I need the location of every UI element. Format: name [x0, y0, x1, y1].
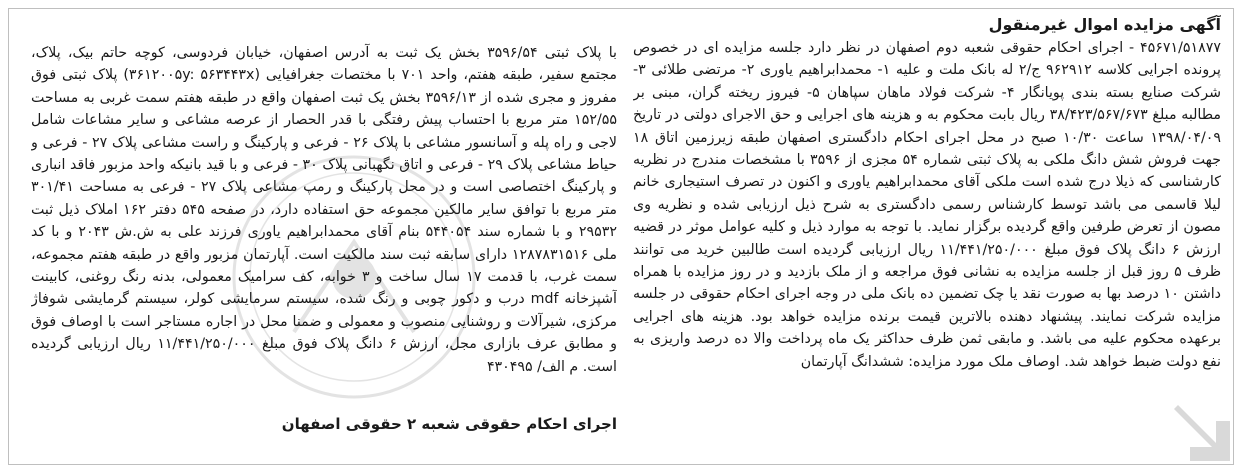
- notice-signature: اجرای احکام حقوقی شعبه ۲ حقوقی اصفهان: [281, 415, 617, 433]
- arrow-down-right-icon[interactable]: [1168, 383, 1234, 463]
- left-column: [31, 9, 617, 464]
- auction-notice: [8, 8, 1234, 465]
- right-column-body: ۴۵۶۷۱/۵۱۸۷۷ - اجرای احکام حقوقی شعبه دوم اصفهان در نظر دارد جلسه مزایده ای در خصوص پرونده اجرایی کلاسه ۹۶۲۹۱۲ ج/۲ له بانک ملت و علیه ۱- محمدابراهیم یاوری ۲- مرتضی طلائی ۳- شرکت صنایع بسته بندی پویانگار ۴- شرکت فولاد ماهان سپاهان ۵- فیروز ریخته گران، مبنی بر مطالبه مبلغ ۳۸/۴۲۳/۵۶۷/۶۷۳ ریال بابت محکوم به و هزینه های اجرایی و حق الاجرای دولتی در تاریخ ۱۳۹۸/۰۴/۰۹ ساعت ۱۰/۳۰ صبح در محل اجرای احکام دادگستری اصفهان طبقه زیرزمین اتاق ۱۸ جهت فروش شش دانگ ملکی به پلاک ثبتی شماره ۵۴ مجزی از ۳۵۹۶ با مشخصات مندرج در نظریه کارشناسی که ذیلا درج شده است ملکی آقای محمدابراهیم یاوری و اکنون در تصرف استیجاری خانم لیلا قاسمی می باشد توسط کارشناس رسمی دادگستری به شرح ذیل ارزیابی شده و نظریه وی مصون از تعرض طرفین واقع گردیده برگزار نماید. با توجه به موارد ذیل و کلیه عوامل موثر در قضیه ارزش ۶ دانگ پلاک فوق مبلغ ۱۱/۴۴۱/۲۵۰/۰۰۰ ریال ارزیابی گردیده است طالبین خرید می توانند ظرف ۵ روز قبل از جلسه مزایده به نشانی فوق مراجعه و از ملک بازدید و در روز مزایده با همراه داشتن ۱۰ درصد بها به صورت نقد یا چک تضمین ده بانک ملی در وجه اجرای احکام حقوقی در جلسه مزایده شرکت نمایند. پیشنهاد دهنده بالاترین قیمت برنده مزایده خواهد بود. هزینه های اجرایی برعهده محکوم علیه می باشد. و مابقی ثمن ظرف حداکثر یک ماه پرداخت والا ده درصد واریزی به نفع دولت ضبط خواهد شد. اوصاف ملک مورد مزایده: ششدانگ آپارتمان: [633, 40, 1221, 370]
- notice-title: آگهی مزایده اموال غیرمنقول: [988, 15, 1221, 34]
- right-column: [633, 9, 1221, 464]
- left-column-body: با پلاک ثبتی ۳۵۹۶/۵۴ بخش یک ثبت به آدرس اصفهان، خیابان فردوسی، کوچه حاتم بیک، پلاک، مجتمع سفیر، طبقه هفتم، واحد ۷۰۱ با مختصات جغرافیایی (۳۶۱۲۰۰۵y: ۵۶۳۴۴۳x) پلاک ثبتی فوق مفروز و مجری شده از ۳۵۹۶/۱۳ بخش یک ثبت اصفهان واقع در طبقه هفتم سمت غربی به مساحت ۱۵۲/۵۵ متر مربع با احتساب پیش رفتگی با قدر الحصار از عرصه مشاعی و سایر مشاعات شامل لاجی و راه پله و آسانسور مشاعی با پلاک ۲۶ - فرعی و پارکینگ و راست مشاعی پلاک ۲۷ - فرعی و حیاط مشاعی پلاک ۲۹ - فرعی و اتاق نگهبانی پلاک ۳۰ - فرعی و با قید بانیکه واحد مزبور فاقد انباری و پارکینگ اختصاصی است و در محل پارکینگ و رمپ مشاعی پلاک ۲۷ - فرعی به مساحت ۳۰۱/۴۱ متر مربع با توافق سایر مالکین مجموعه حق استفاده دارد، در صفحه ۵۴۵ دفتر ۱۶۲ املاک ذیل ثبت ۲۹۵۳۲ و با شماره سند ۵۴۴۰۵۴ بنام آقای محمدابراهیم یاوری فرزند علی به ش.ش ۲۰۴۳ و با کد ملی ۱۲۸۷۸۳۱۵۱۶ دارای سابقه ثبت سند مالکیت است. آپارتمان مزبور واقع در طبقه هفتم مجموعه، سمت غرب، با قدمت ۱۷ سال ساخت و ۳ خوابه، کف سرامیک معمولی، بدنه رنگ روغنی، کابینت آشپزخانه mdf درب و دکور چوبی و رنگ شده، سیستم سرمایشی کولر، سیستم گرمایشی شوفاژ مرکزی، شیرآلات و روشنایی منصوب و معمولی و ضمنا محل در اجاره مستاجر است با اوصاف فوق و مطابق عرف بازاری مجل، ارزش ۶ دانگ پلاک فوق مبلغ ۱۱/۴۴۱/۲۵۰/۰۰۰ ریال ارزیابی گردیده است. م الف/ ۴۳۰۴۹۵: [31, 45, 617, 375]
